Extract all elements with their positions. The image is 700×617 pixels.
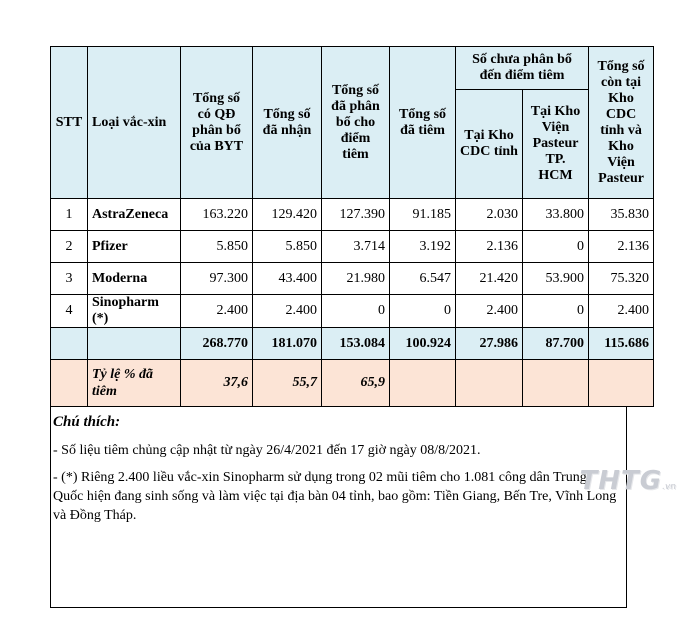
header-row-top: [51, 47, 654, 90]
cell-at-pasteur: 53.900: [523, 263, 589, 295]
header-injected: Tổng số đã tiêm: [390, 47, 456, 199]
cell-injected: 0: [390, 295, 456, 328]
cell-vaccine-name: Sinopharm (*): [88, 295, 181, 328]
rate-qd-byt: 37,6: [181, 360, 253, 407]
total-label-empty: [88, 328, 181, 360]
cell-received: 129.420: [253, 199, 322, 231]
note-item: - (*) Riêng 2.400 liều vắc-xin Sinopharm sử dụng trong 02 mũi tiêm cho 1.081 công dân Trung Quốc hiện đang sinh sống và làm việc tại địa bàn 04 tỉnh, bao gồm: Tiền Giang, Bến Tre, Vĩnh Long và Đồng Tháp.: [53, 470, 617, 523]
cell-allocated: 21.980: [322, 263, 390, 295]
header-at-pasteur: Tại Kho Viện Pasteur TP. HCM: [523, 90, 589, 199]
cell-at-pasteur: 0: [523, 295, 589, 328]
rate-empty-2: [456, 360, 523, 407]
cell-received: 2.400: [253, 295, 322, 328]
cell-at-pasteur: 33.800: [523, 199, 589, 231]
total-at-cdc: 27.986: [456, 328, 523, 360]
watermark-brand: THTG: [579, 466, 663, 496]
header-vaccine: Loại vắc-xin: [88, 47, 181, 199]
header-remaining: Tổng số còn tại Kho CDC tỉnh và Kho Viện Pasteur: [589, 47, 654, 199]
cell-stt: 1: [51, 199, 88, 231]
cell-at-cdc: 2.030: [456, 199, 523, 231]
rate-empty-1: [390, 360, 456, 407]
total-row: [51, 328, 654, 360]
notes-title: Chú thích:: [53, 414, 121, 430]
header-at-cdc: Tại Kho CDC tỉnh: [456, 90, 523, 199]
header-qd-byt: Tổng số có QĐ phân bổ của BYT: [181, 47, 253, 199]
header-allocated: Tổng số đã phân bổ cho điểm tiêm: [322, 47, 390, 199]
table-row: [51, 231, 654, 263]
header-stt: STT: [51, 47, 88, 199]
cell-injected: 91.185: [390, 199, 456, 231]
vaccine-table: [50, 46, 654, 407]
cell-vaccine-name: Moderna: [88, 263, 181, 295]
cell-stt: 2: [51, 231, 88, 263]
rate-row: [51, 360, 654, 407]
cell-qd-byt: 2.400: [181, 295, 253, 328]
cell-qd-byt: 163.220: [181, 199, 253, 231]
table-row: [51, 199, 654, 231]
table-row: [51, 263, 654, 295]
rate-received: 55,7: [253, 360, 322, 407]
cell-allocated: 0: [322, 295, 390, 328]
cell-injected: 6.547: [390, 263, 456, 295]
rate-label: Tỷ lệ % đã tiêm: [88, 360, 181, 407]
rate-stt-empty: [51, 360, 88, 407]
cell-injected: 3.192: [390, 231, 456, 263]
cell-remaining: 35.830: [589, 199, 654, 231]
total-stt-empty: [51, 328, 88, 360]
watermark-suffix: .vn: [662, 482, 676, 492]
vaccine-report: [50, 46, 650, 608]
cell-vaccine-name: AstraZeneca: [88, 199, 181, 231]
rate-empty-3: [523, 360, 589, 407]
total-qd-byt: 268.770: [181, 328, 253, 360]
cell-stt: 4: [51, 295, 88, 328]
cell-allocated: 3.714: [322, 231, 390, 263]
cell-stt: 3: [51, 263, 88, 295]
notes-section: [50, 407, 627, 608]
rate-allocated: 65,9: [322, 360, 390, 407]
cell-at-cdc: 21.420: [456, 263, 523, 295]
cell-received: 5.850: [253, 231, 322, 263]
header-unallocated-group: Số chưa phân bổ đến điểm tiêm: [456, 47, 589, 90]
cell-qd-byt: 97.300: [181, 263, 253, 295]
cell-remaining: 2.400: [589, 295, 654, 328]
cell-remaining: 2.136: [589, 231, 654, 263]
cell-at-cdc: 2.400: [456, 295, 523, 328]
cell-allocated: 127.390: [322, 199, 390, 231]
cell-vaccine-name: Pfizer: [88, 231, 181, 263]
cell-qd-byt: 5.850: [181, 231, 253, 263]
cell-remaining: 75.320: [589, 263, 654, 295]
total-injected: 100.924: [390, 328, 456, 360]
table-row: [51, 295, 654, 328]
header-received: Tổng số đã nhận: [253, 47, 322, 199]
cell-at-cdc: 2.136: [456, 231, 523, 263]
watermark-logo: [580, 466, 676, 496]
cell-at-pasteur: 0: [523, 231, 589, 263]
total-at-pasteur: 87.700: [523, 328, 589, 360]
total-allocated: 153.084: [322, 328, 390, 360]
total-received: 181.070: [253, 328, 322, 360]
rate-empty-4: [589, 360, 654, 407]
total-remaining: 115.686: [589, 328, 654, 360]
cell-received: 43.400: [253, 263, 322, 295]
note-item: - Số liệu tiêm chủng cập nhật từ ngày 26/4/2021 đến 17 giờ ngày 08/8/2021.: [53, 443, 481, 458]
